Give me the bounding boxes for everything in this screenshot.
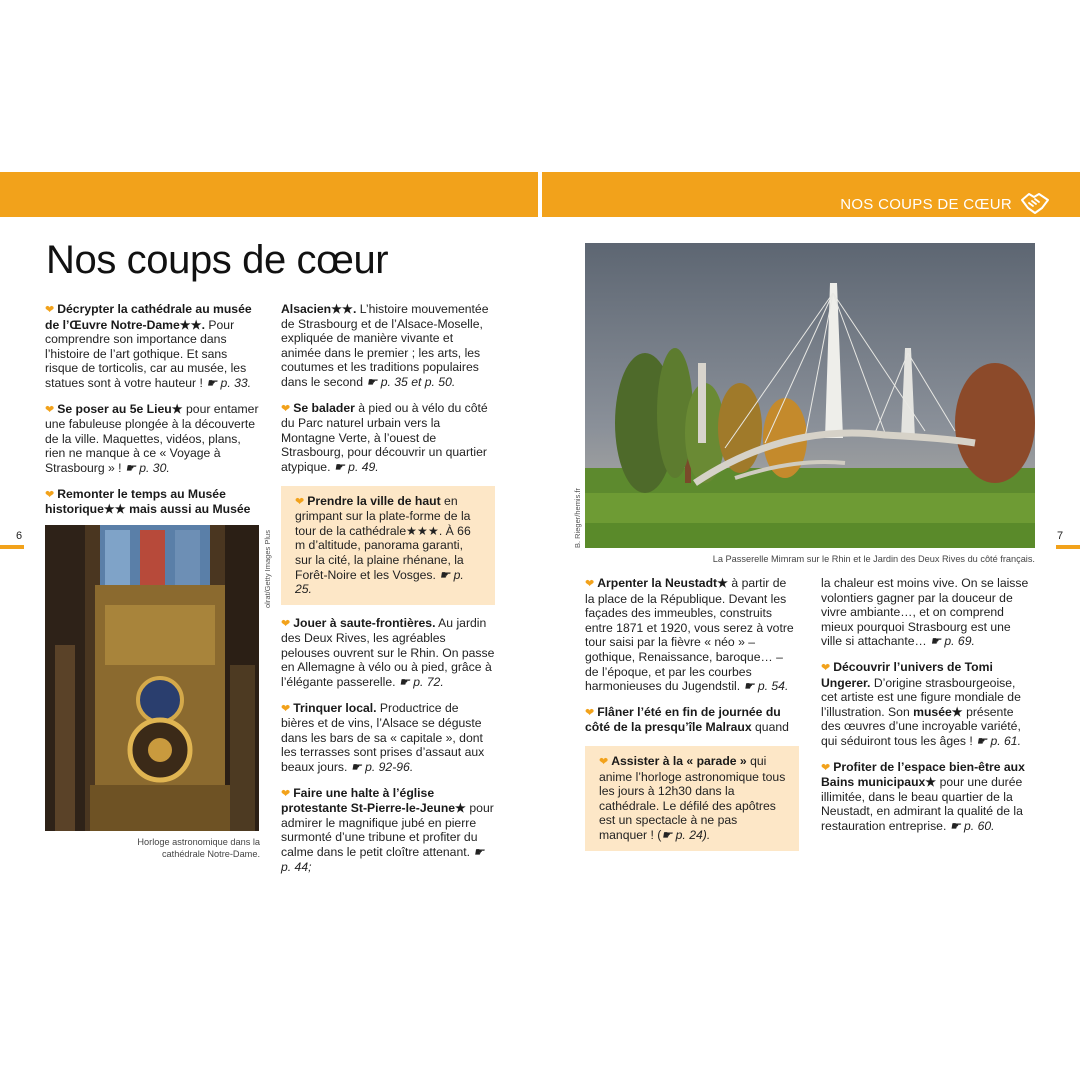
- column-2: [281, 302, 495, 885]
- heart-icon: ❤: [45, 403, 55, 416]
- entry-neustadt: ❤ Arpenter la Neustadt★ à partir de la place de la République. Devant les façades des immeubles, construits entre 1871 et 1920, vous serez à votre tour saisi par la fièvre « néo » – gothique, Renaissance, baroque… – de l’époque, et par les courbes harmonieuses du Jugendstil. ☛ p. 54.: [585, 576, 794, 694]
- page-tab-right: [1056, 545, 1080, 549]
- entry-musee-historique: ❤ Remonter le temps au Musée historique★★ mais aussi au Musée: [45, 486, 251, 517]
- entry-musee-alsacien: Alsacien★★. L’histoire mouvementée de Strasbourg et de l’Alsace-Moselle, expliquée de manière vivante et animée dans le premier ; les arts, les coutumes et les traditions populaires dans le second ☛ p. 35 et p. 50.: [281, 302, 489, 389]
- heart-icon: ❤: [281, 787, 291, 800]
- photo-caption-right: La Passerelle Mimram sur le Rhin et le Jardin des Deux Rives du côté français.: [712, 554, 1035, 564]
- heart-icon: ❤: [281, 617, 291, 630]
- column-3: [585, 576, 799, 862]
- page-title: Nos coups de cœur: [46, 238, 389, 282]
- entry-presquile-malraux-cont: la chaleur est moins vive. On se laisse volontiers gagner par la douceur de vivre ambiante…, et on comprend mieux pourquoi Strasbourg est une ville si attachante… ☛ p. 69.: [821, 576, 1029, 649]
- page-ref: ☛ p. 49.: [330, 459, 379, 474]
- page-ref: ☛ p. 24).: [661, 827, 711, 842]
- handshake-icon: [1020, 190, 1050, 216]
- entry-5e-lieu: ❤ Se poser au 5e Lieu★ pour entamer une fabuleuse plongée à la découverte de la ville. Maquettes, vidéos, plans, rien ne manque à ce « Voyage à Strasbourg » ! ☛ p. 30.: [45, 401, 259, 475]
- page-ref: ☛ p. 60.: [946, 818, 995, 833]
- heart-icon: ❤: [295, 495, 305, 508]
- page-ref: ☛ p. 61.: [972, 733, 1021, 748]
- heart-icon: ❤: [585, 706, 595, 719]
- page-ref: ☛ p. 72.: [395, 675, 444, 690]
- entry-presquile-malraux: ❤ Flâner l’été en fin de journée du côté de la presqu’île Malraux quand: [585, 704, 789, 735]
- heart-icon: ❤: [45, 304, 55, 316]
- page-ref: ☛ p. 44;: [281, 845, 485, 874]
- page-number-right: 7: [1057, 530, 1064, 542]
- passerelle-illustration: [585, 243, 1035, 548]
- heart-icon: ❤: [821, 661, 831, 674]
- heart-icon: ❤: [281, 402, 291, 415]
- heart-icon: ❤: [281, 702, 291, 715]
- page-ref: ☛ p. 54.: [740, 679, 789, 694]
- column-1: [45, 302, 260, 528]
- highlight-box-ville-de-haut: ❤ Prendre la ville de haut en grimpant sur la plate-forme de la tour de la cathédrale★★★. À 66 m d’altitude, panorama garanti, sur la cité, la plaine rhénane, la Forêt-Noire et les Vosges. ☛ p. 25.: [281, 486, 495, 605]
- entry-saute-frontieres: ❤ Jouer à saute-frontières. Au jardin des Deux Rives, les agréables pelouses ouvrent sur le Rhin. On passe en Allemagne à vélo ou à pied, grâce à l’élégante passerelle. ☛ p. 72.: [281, 615, 495, 690]
- entry-se-balader: ❤ Se balader à pied ou à vélo du côté du Parc naturel urbain vers la Montagne Verte, à l’ouest de Strasbourg, pour découvrir un quartier atypique. ☛ p. 49.: [281, 400, 488, 474]
- heart-icon: ❤: [585, 578, 595, 590]
- astronomical-clock-illustration: [45, 525, 259, 831]
- page-ref: ☛ p. 30.: [121, 460, 170, 475]
- heart-icon: ❤: [45, 488, 55, 501]
- page-number-left: 6: [16, 530, 23, 542]
- photo-credit-right: B. Rieger/hemis.fr: [573, 487, 582, 548]
- photo-caption-left: Horloge astronomique dans la cathédrale Notre-Dame.: [137, 837, 260, 859]
- page-ref: ☛ p. 33.: [202, 375, 252, 390]
- photo-credit-left: olrat/Getty Images Plus: [263, 530, 272, 608]
- heart-icon: ❤: [821, 761, 831, 774]
- page-ref: ☛ p. 25.: [295, 567, 464, 597]
- header-band-right: [542, 172, 1080, 217]
- page-ref: ☛ p. 69.: [926, 634, 975, 649]
- entry-musee-oeuvre: ❤ Décrypter la cathédrale au musée de l’Œuvre Notre-Dame★★. Pour comprendre son importance dans l’histoire de l’art gothique. Et sans risque de torticolis, car au musée, les statues sont à votre hauteur ! ☛ p. 33.: [45, 302, 252, 390]
- entry-st-pierre-le-jeune: ❤ Faire une halte à l’église protestante St-Pierre-le-Jeune★ pour admirer le magnifique jubé en pierre surmonté d’une tribune et profiter du calme dans le petit cloître attenant. ☛ p. 44;: [281, 785, 494, 874]
- page-tab-left: [0, 545, 24, 549]
- heart-icon: ❤: [599, 755, 609, 768]
- page-ref: ☛ p. 35 et p. 50.: [363, 374, 456, 389]
- photo-passerelle-mimram: [585, 243, 1035, 548]
- entry-trinquer-local: ❤ Trinquer local. Productrice de bières et de vins, l’Alsace se déguste dans les bars de sa « capitale », dont les terrasses sont prises d’assaut aux beaux jours. ☛ p. 92-96.: [281, 700, 485, 775]
- photo-astronomical-clock: [45, 525, 259, 831]
- column-4: [821, 576, 1035, 845]
- section-title: NOS COUPS DE CŒUR: [840, 196, 1012, 213]
- entry-tomi-ungerer: ❤ Découvrir l’univers de Tomi Ungerer. D’origine strasbourgeoise, cet artiste est une figure mondiale de l’illustration. Son musée★ présente des œuvres d’une incroyable variété, qui séduiront tous les âges ! ☛ p. 61.: [821, 659, 1021, 748]
- page-ref: ☛ p. 92-96.: [347, 760, 414, 775]
- entry-bains-municipaux: ❤ Profiter de l’espace bien-être aux Bains municipaux★ pour une durée illimitée, dans le beau quartier de la Neustadt, en admirant la qualité de la restauration entreprise. ☛ p. 60.: [821, 759, 1025, 833]
- header-band-left: [0, 172, 538, 217]
- highlight-box-parade: ❤ Assister à la « parade » qui anime l’horloge astronomique tous les jours à 12h30 dans la cathédrale. Le défilé des apôtres est un spectacle à ne pas manquer ! (☛ p. 24).: [585, 746, 799, 851]
